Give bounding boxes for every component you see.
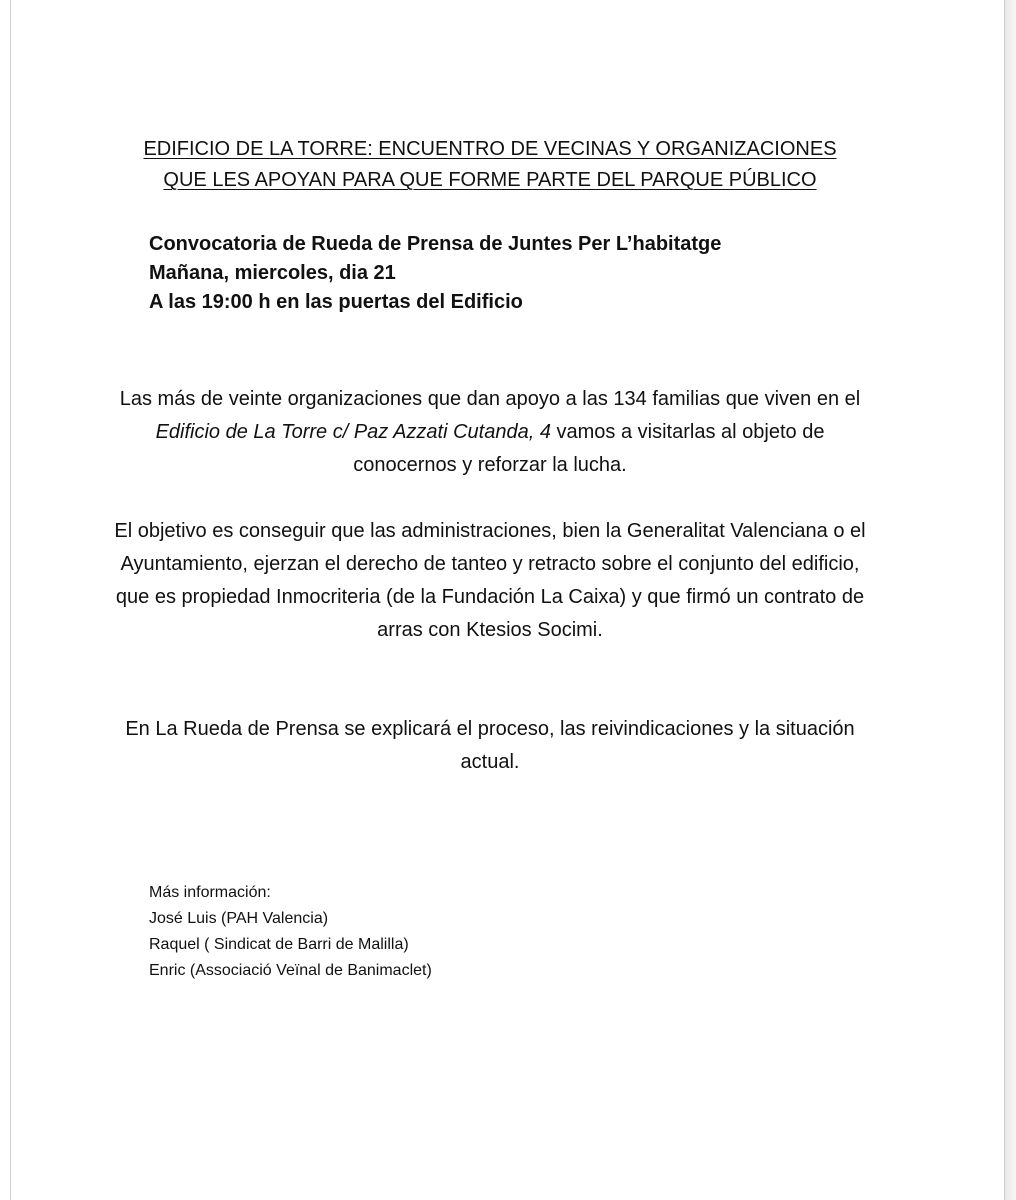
announcement-date: Mañana, miercoles, dia 21 [149, 262, 396, 284]
page-edge-shadow [1005, 0, 1016, 1200]
contact-item: Raquel ( Sindicat de Barri de Malilla) [149, 936, 409, 953]
paragraph-1-end: vamos a visitarlas al objeto de conocernos y reforzar la lucha. [353, 421, 825, 476]
more-info-heading: Más información: [149, 884, 271, 901]
contact-item: Enric (Associació Veïnal de Banimaclet) [149, 962, 432, 979]
page-edge-left [10, 0, 11, 1200]
announcement-line-1: Convocatoria de Rueda de Prensa de Juntes Per L’habitatge [149, 233, 722, 255]
building-address: Edificio de La Torre c/ Paz Azzati Cutanda, 4 [155, 421, 551, 443]
announcement-time-place: A las 19:00 h en las puertas del Edificio [149, 291, 523, 313]
title-line-1: EDIFICIO DE LA TORRE: ENCUENTRO DE VECINAS Y ORGANIZACIONES [143, 138, 837, 160]
press-conference-announcement [149, 230, 909, 317]
contact-item: José Luis (PAH Valencia) [149, 910, 329, 927]
paragraph-1-start: Las más de veinte organizaciones que dan apoyo a las 134 familias que viven en el [119, 388, 861, 410]
document-title [80, 134, 900, 196]
title-line-2: QUE LES APOYAN PARA QUE FORME PARTE DEL PARQUE PÚBLICO [163, 169, 817, 191]
more-info-section [149, 880, 749, 984]
paragraph-press-conference: En La Rueda de Prensa se explicará el proceso, las reivindicaciones y la situación actual. [125, 718, 855, 773]
paragraph-organizations [110, 383, 870, 482]
paragraph-objective: El objetivo es conseguir que las administraciones, bien la Generalitat Valenciana o el Ayuntamiento, ejerzan el derecho de tanteo y retracto sobre el conjunto del edificio, que es propiedad Inmocriteria (de la Fundación La Caixa) y que firmó un contrato de arras con Ktesios Socimi. [114, 520, 866, 641]
